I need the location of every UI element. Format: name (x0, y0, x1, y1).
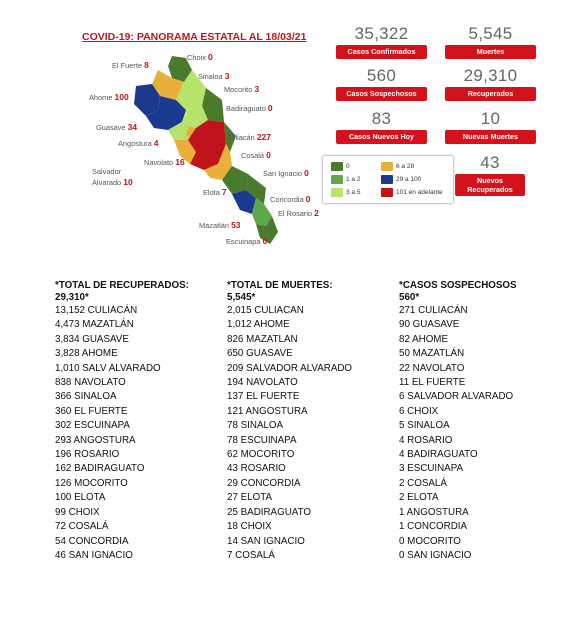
map-label-choix: Choix 0 (187, 52, 213, 62)
stat-nuevos-hoy-value: 83 (371, 109, 392, 128)
map-label-sinaloa: Sinaloa 3 (198, 71, 230, 81)
recuperados-list (55, 304, 230, 563)
legend-item: 3 a 5 (331, 188, 360, 197)
list-item: 1,012 AHOME (227, 319, 290, 331)
map-label-ahome: Ahome 100 (89, 92, 129, 102)
list-item: 293 ANGOSTURA (55, 434, 136, 446)
map-label-escuinapa: Escuinapa 0 (226, 236, 268, 246)
map-label-el-rosario: El Rosario 2 (278, 208, 319, 218)
list-item: 209 SALVADOR ALVARADO (227, 362, 353, 374)
list-item: 1 ANGOSTURA (399, 506, 469, 518)
stat-confirmados-value: 35,322 (354, 24, 409, 43)
list-item: 4,473 MAZATLÁN (55, 319, 134, 331)
map-label-mocorito: Mocorito 3 (224, 84, 260, 94)
list-item: 25 BADIRAGUATO (227, 506, 312, 518)
map-label-el-fuerte: El Fuerte 8 (112, 60, 149, 70)
stat-nuevas-muertes (445, 109, 536, 144)
list-item: 7 COSALÁ (227, 549, 275, 561)
sospechosos-total: 560* (399, 292, 420, 303)
map-label-san-ignacio: San Ignacio 0 (263, 168, 309, 178)
list-item: 29 CONCORDIA (227, 477, 301, 489)
legend-item: 101 en adelante (381, 188, 443, 197)
map-label-salvador: Salvador (92, 167, 122, 176)
stat-muertes-label: Muertes (445, 45, 536, 59)
list-item: 82 AHOME (399, 333, 449, 345)
sospechosos-heading: *CASOS SOSPECHOSOS (399, 280, 517, 291)
recuperados-total: 29,310* (55, 292, 89, 303)
list-item: 0 SAN IGNACIO (399, 549, 472, 561)
list-item: 826 MAZATLAN (227, 333, 298, 345)
list-item: 121 ANGOSTURA (227, 405, 308, 417)
list-item: 22 NAVOLATO (399, 362, 465, 374)
list-item: 13,152 CULIACÁN (55, 305, 138, 316)
map-label-elota: Elota 7 (203, 187, 227, 197)
list-item: 90 GUASAVE (399, 319, 460, 331)
list-item: 838 NAVOLATO (55, 377, 126, 389)
legend-item: 6 a 28 (381, 162, 414, 171)
map-label-navolato: Navolato 16 (144, 157, 185, 167)
list-item: 27 ELOTA (227, 492, 273, 504)
stat-muertes (445, 24, 536, 59)
stat-recuperados (445, 66, 536, 101)
map-label-guasave: Guasave 34 (96, 122, 138, 132)
muertes-total: 5,545* (227, 292, 256, 303)
stat-sospechosos (336, 66, 427, 101)
list-item: 2 ELOTA (399, 492, 439, 504)
list-item: 18 CHOIX (227, 521, 272, 533)
list-item: 196 ROSARIO (55, 449, 120, 461)
list-item: 6 SALVADOR ALVARADO (399, 391, 514, 403)
map-legend (322, 155, 454, 204)
stat-nuevos-recuperados-value: 43 (480, 153, 500, 172)
stat-nuevos-recuperados-label: Nuevos Recuperados (455, 174, 525, 196)
list-item: 6 CHOIX (399, 405, 439, 417)
legend-item: 29 a 100 (381, 175, 421, 184)
list-item: 100 ELOTA (55, 492, 106, 504)
list-item: 62 MOCORITO (227, 449, 295, 461)
list-item: 3,828 AHOME (55, 348, 118, 360)
list-item: 2 COSALÁ (399, 477, 447, 489)
list-item: 4 ROSARIO (399, 434, 453, 446)
legend-item: 1 a 2 (331, 175, 360, 184)
page-title: COVID-19: PANORAMA ESTATAL AL 18/03/21 (82, 31, 307, 43)
list-item: 72 COSALÁ (55, 521, 109, 533)
list-item: 137 EL FUERTE (227, 391, 300, 403)
list-item: 194 NAVOLATO (227, 377, 298, 389)
stat-nuevos-hoy (336, 109, 427, 144)
list-item: 43 ROSARIO (227, 463, 286, 475)
stat-sospechosos-label: Casos Sospechosos (336, 87, 427, 101)
list-item: 4 BADIRAGUATO (399, 449, 478, 461)
stat-muertes-value: 5,545 (468, 24, 513, 43)
legend-item: 0 (331, 162, 350, 171)
list-item: 14 SAN IGNACIO (227, 535, 305, 547)
list-item: 650 GUASAVE (227, 348, 293, 360)
list-item: 1,010 SALV ALVARADO (55, 362, 161, 374)
list-item: 5 SINALOA (399, 420, 450, 432)
sospechosos-list (399, 304, 571, 563)
map-label-cosala: Cosalá 0 (241, 150, 271, 160)
map-label-badiraguato: Badiraguato 0 (226, 103, 273, 113)
list-item: 3,834 GUASAVE (55, 333, 129, 345)
map-label-alvarado: Alvarado 10 (92, 177, 133, 187)
list-item: 302 ESCUINAPA (55, 420, 130, 432)
list-item: 1 CONCORDIA (399, 521, 468, 533)
sospechosos-column (399, 280, 571, 563)
list-item: 78 ESCUINAPA (227, 434, 297, 446)
stat-confirmados (336, 24, 427, 59)
stat-confirmados-label: Casos Confirmados (336, 45, 427, 59)
list-item: 46 SAN IGNACIO (55, 549, 133, 561)
recuperados-column (55, 280, 230, 563)
list-item: 271 CULIACÁN (399, 305, 468, 316)
recuperados-heading: *TOTAL DE RECUPERADOS: (55, 280, 189, 291)
muertes-list (227, 304, 402, 563)
list-item: 99 CHOIX (55, 506, 100, 518)
muertes-column (227, 280, 402, 563)
map-label-concordia: Concordia 0 (270, 194, 311, 204)
list-item: 162 BADIRAGUATO (55, 463, 145, 475)
list-item: 50 MAZATLÁN (399, 348, 465, 360)
list-item: 126 MOCORITO (55, 477, 128, 489)
list-item: 0 MOCORITO (399, 535, 461, 547)
map-label-culiacan: Culiacán 227 (226, 132, 272, 142)
list-item: 78 SINALOA (227, 420, 284, 432)
stat-recuperados-value: 29,310 (463, 66, 518, 85)
list-item: 3 ESCUINAPA (399, 463, 464, 475)
stat-nuevos-hoy-label: Casos Nuevos Hoy (336, 130, 427, 144)
stat-nuevos-recuperados (455, 153, 525, 196)
list-item: 360 EL FUERTE (55, 405, 128, 417)
stat-nuevas-muertes-value: 10 (480, 109, 501, 128)
list-item: 2,015 CULIACAN (227, 305, 304, 316)
map-label-mazatlan: Mazatlán 53 (199, 220, 241, 230)
list-item: 54 CONCORDIA (55, 535, 129, 547)
stat-nuevas-muertes-label: Nuevas Muertes (445, 130, 536, 144)
stat-recuperados-label: Recuperados (445, 87, 536, 101)
map-label-angostura: Angostura 4 (118, 138, 159, 148)
muertes-heading: *TOTAL DE MUERTES: (227, 280, 333, 291)
list-item: 366 SINALOA (55, 391, 117, 403)
list-item: 11 EL FUERTE (399, 377, 466, 389)
stat-sospechosos-value: 560 (366, 66, 397, 85)
